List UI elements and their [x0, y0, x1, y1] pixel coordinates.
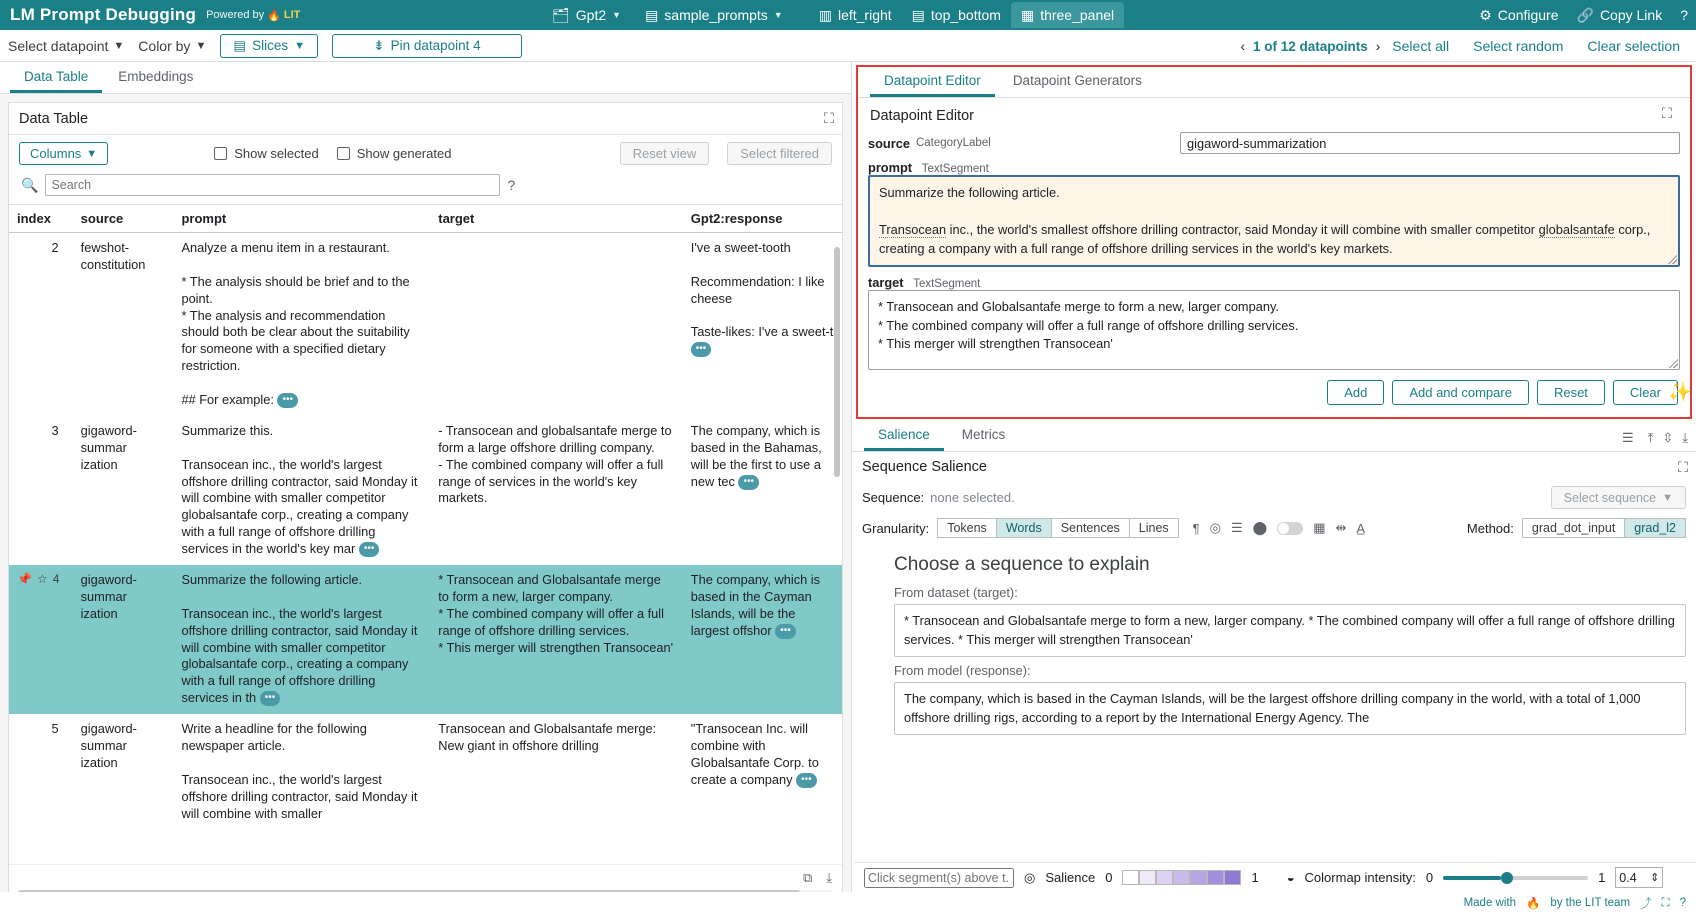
- align-icon[interactable]: ⇹: [1335, 520, 1347, 536]
- segment-hint-input[interactable]: [864, 868, 1014, 888]
- table-vertical-scrollbar[interactable]: [834, 247, 840, 477]
- configure-button[interactable]: [1479, 7, 1558, 24]
- columns-button[interactable]: [19, 142, 108, 165]
- cell-target: * Transocean and Globalsantafe merge to form a new, larger company. * The combined company will offer a full range of offshore drilling services. * This merger will strengthen Transocean': [430, 565, 683, 714]
- field-target-label: target: [868, 275, 904, 291]
- expand-text-badge[interactable]: •••: [691, 342, 712, 357]
- data-table-title: Data Table: [19, 110, 89, 127]
- pilcrow-icon[interactable]: ¶: [1192, 520, 1200, 536]
- datapoint-editor-title-label: Datapoint Editor: [870, 108, 974, 124]
- powered-by: [206, 9, 300, 22]
- field-prompt-label: prompt: [868, 160, 913, 175]
- columns-label: Columns: [30, 146, 82, 161]
- toolbar-right: [1241, 30, 1692, 62]
- configure-label: Configure: [1497, 7, 1559, 23]
- layout-tab-three-panel-label: three_panel: [1040, 7, 1115, 23]
- chevron-down-icon: ▼: [1662, 491, 1673, 504]
- cell-source: gigaword- summar ization: [73, 565, 174, 714]
- select-sequence-label: Select sequence: [1563, 490, 1657, 505]
- slices-label: Slices: [252, 38, 289, 53]
- data-table-module: [8, 102, 843, 906]
- stepper-arrows-icon[interactable]: ⇕: [1650, 872, 1660, 884]
- datapoint-editor-title: [868, 104, 1680, 132]
- gear-icon: ⚙: [1479, 6, 1492, 23]
- help-icon[interactable]: ?: [1679, 897, 1686, 909]
- expand-text-badge[interactable]: •••: [260, 691, 281, 706]
- layout-tab-left-right[interactable]: [809, 2, 902, 28]
- salience-tabs: [852, 421, 1696, 452]
- method-label: Method:: [1466, 520, 1514, 536]
- powered-by-label: Powered by: [206, 9, 265, 21]
- from-dataset-value[interactable]: * Transocean and Globalsantafe merge to form a new, larger company. * The combined company will offer a full range of offshore drilling services. * This merger will strengthen Transocean': [894, 604, 1686, 657]
- chevron-down-icon: ▼: [113, 39, 125, 52]
- salience-tab-tools: [1622, 430, 1688, 446]
- target-icon[interactable]: ◎: [1209, 520, 1221, 536]
- fullscreen-icon[interactable]: ⛶: [1661, 896, 1670, 909]
- swatch-4: [1190, 870, 1207, 885]
- select-datapoint-dropdown[interactable]: [8, 38, 124, 54]
- flame-icon: 🔥: [1526, 898, 1541, 910]
- search-icon: 🔍: [21, 176, 39, 193]
- cell-index: 5: [51, 721, 59, 737]
- link-icon: 🔗: [1576, 6, 1594, 23]
- checkbox-icon: [337, 147, 350, 160]
- cell-target: - Transocean and globalsantafe merge to form a large offshore drilling company. - The combined company will offer a full range of services in the world's key markets.: [438, 422, 672, 506]
- table-row[interactable]: [9, 233, 842, 416]
- clear-selection-button[interactable]: Clear selection: [1587, 38, 1680, 54]
- cell-prompt: Summarize the following article. Transocean inc., the world's largest offshore drilling contractor, said Monday it will combine with smaller competitor globalsantafe corp., creating a company with a full range of offshore drilling services in th •••: [173, 565, 430, 714]
- cell-target: Transocean and Globalsantafe merge: New giant in offshore drilling: [438, 721, 657, 754]
- colormap-icon: ◒: [1286, 870, 1295, 885]
- add-button[interactable]: Add: [1327, 380, 1384, 405]
- target-textarea[interactable]: * Transocean and Globalsantafe merge to form a new, larger company. * The combined company will offer a full range of offshore drilling services. * This merger will strengthen Transocean': [868, 290, 1680, 370]
- granularity-words[interactable]: Words: [997, 518, 1052, 538]
- dataset-selector-label: sample_prompts: [664, 7, 768, 23]
- colormap-max: 1: [1598, 870, 1606, 885]
- chevron-down-icon: ▼: [195, 39, 207, 52]
- data-table-controls: [9, 135, 842, 172]
- cell-source: gigaword- summar ization: [80, 721, 137, 770]
- sparkle-icon[interactable]: ✨: [1668, 382, 1692, 403]
- top-bar-center: [540, 0, 1124, 30]
- field-target: [868, 275, 1680, 370]
- swatch-2: [1156, 870, 1173, 885]
- toggle-switch[interactable]: [1277, 522, 1303, 535]
- granularity-sentences[interactable]: Sentences: [1052, 518, 1130, 538]
- colormap-label: Colormap intensity:: [1304, 870, 1416, 885]
- expand-text-badge[interactable]: •••: [359, 542, 380, 557]
- select-filtered-button[interactable]: Select filtered: [727, 142, 832, 165]
- chevron-down-icon: ▼: [86, 147, 98, 160]
- prompt-textarea[interactable]: Summarize the following article. Transocean inc., the world's smallest offshore drilling contractor, said Monday it will combine with smaller competitor globalsantafe corp., creating a company with a full range of offshore drilling services in the world's key markets.: [868, 175, 1680, 267]
- model-selector[interactable]: [540, 0, 633, 30]
- expand-icon[interactable]: ⛶: [823, 111, 834, 127]
- prev-datapoint-button[interactable]: ‹: [1240, 38, 1246, 54]
- cell-target: [430, 233, 683, 416]
- expand-text-badge[interactable]: •••: [775, 624, 796, 639]
- field-target-type: TextSegment: [913, 278, 981, 291]
- from-model-value[interactable]: The company, which is based in the Cayman Islands, will be the largest offshore drilling company in the world, with a total of 1,000 offshore drilling rigs, according to a report by the International Energy Agency. The: [894, 682, 1686, 735]
- swatch-6: [1224, 870, 1241, 885]
- layout-tab-three-panel[interactable]: [1011, 2, 1124, 28]
- lit-label: LIT: [283, 9, 301, 21]
- source-input[interactable]: [1180, 132, 1680, 154]
- method-group: [1467, 518, 1686, 538]
- datapoint-tabs: [858, 67, 1690, 98]
- expand-down-icon[interactable]: ⤓: [1682, 430, 1688, 446]
- swatch-3: [1173, 870, 1190, 885]
- explain-title: Choose a sequence to explain: [894, 554, 1150, 576]
- cell-source: gigaword- summar ization: [80, 422, 137, 472]
- split-icon[interactable]: ⇳: [1662, 430, 1674, 446]
- select-random-button[interactable]: Select random: [1473, 38, 1564, 54]
- column-header-prompt[interactable]: prompt: [173, 205, 430, 233]
- salience-min: 0: [1105, 870, 1113, 885]
- help-icon[interactable]: ?: [507, 177, 516, 193]
- data-table-search-row: [9, 172, 842, 204]
- datapoint-editor-highlight: [856, 65, 1692, 419]
- tab-embeddings[interactable]: Embeddings: [118, 69, 194, 84]
- sequence-salience-header: [852, 452, 1696, 482]
- table-header-row: [9, 205, 842, 233]
- chevron-down-icon: ▼: [294, 39, 305, 52]
- copy-link-label: Copy Link: [1599, 7, 1663, 23]
- resize-handle-icon[interactable]: [1669, 359, 1678, 368]
- pin-icon: ⇟: [373, 37, 385, 53]
- layout-top-bottom-icon: ▤: [911, 6, 925, 23]
- show-generated-label: Show generated: [356, 146, 452, 161]
- layout-three-panel-icon: ▦: [1020, 6, 1035, 23]
- layout-tab-top-bottom[interactable]: [902, 2, 1011, 28]
- swatch-5: [1207, 870, 1224, 885]
- model-selector-label: Gpt2: [575, 7, 607, 23]
- cell-index: 2: [51, 240, 59, 255]
- cell-index: 3: [51, 422, 59, 438]
- sequence-salience-title: Sequence Salience: [862, 459, 987, 476]
- data-table-header: [9, 103, 842, 135]
- colormap-min: 0: [1425, 870, 1434, 885]
- colormap-value-stepper[interactable]: [1615, 867, 1663, 888]
- field-source-label: source: [868, 135, 910, 151]
- expand-text-badge[interactable]: •••: [277, 393, 298, 408]
- select-datapoint-label: Select datapoint: [8, 37, 109, 54]
- column-header-index[interactable]: index: [9, 205, 73, 233]
- data-table: [9, 205, 842, 830]
- column-header-target[interactable]: target: [430, 205, 683, 233]
- model-icon: 🗂: [552, 6, 570, 23]
- dataset-selector[interactable]: [633, 0, 795, 30]
- salience-colorbar: [1122, 870, 1241, 885]
- layout-tabs: [809, 0, 1124, 30]
- sequence-value: none selected.: [930, 490, 1015, 506]
- granularity-options: [937, 518, 1178, 538]
- from-dataset-label: From dataset (target):: [894, 585, 1018, 601]
- expand-icon[interactable]: ⛶: [1677, 460, 1688, 477]
- explain-area: [852, 544, 1696, 735]
- salience-bottom-bar: [854, 862, 1696, 892]
- made-with-label: Made with: [1463, 897, 1516, 909]
- tab-metrics[interactable]: Metrics: [961, 427, 1006, 443]
- granularity-lines[interactable]: Lines: [1130, 518, 1179, 538]
- datapoint-editor-body: [858, 98, 1690, 417]
- show-generated-checkbox[interactable]: [337, 146, 452, 161]
- sequence-label: Sequence:: [862, 490, 925, 506]
- table-row[interactable]: [9, 714, 842, 829]
- show-selected-checkbox[interactable]: [214, 146, 319, 161]
- by-team-label: by the LIT team: [1550, 897, 1631, 909]
- swatch-0: [1122, 870, 1139, 885]
- index-value: 4: [52, 572, 60, 587]
- method-grad-dot-input[interactable]: grad_dot_input: [1522, 518, 1625, 538]
- data-table-scroll-region[interactable]: [9, 204, 842, 864]
- table-row[interactable]: [9, 565, 842, 714]
- field-prompt-type: TextSegment: [921, 163, 989, 175]
- next-datapoint-button[interactable]: ›: [1375, 38, 1381, 54]
- cell-index: [9, 565, 73, 714]
- help-icon[interactable]: ?: [1680, 7, 1688, 23]
- expand-text-badge[interactable]: •••: [796, 773, 817, 788]
- datapoint-count: 1 of 12 datapoints: [1253, 38, 1368, 54]
- slider-fill: [1443, 876, 1501, 880]
- text-style-icon[interactable]: A̲: [1356, 520, 1366, 536]
- granularity-row: [852, 515, 1696, 544]
- column-header-source[interactable]: source: [73, 205, 174, 233]
- sequence-row: [852, 482, 1696, 515]
- grid-icon[interactable]: ▦: [1313, 520, 1326, 536]
- data-table-footer: [9, 864, 842, 890]
- tab-datapoint-generators[interactable]: Datapoint Generators: [1012, 73, 1142, 88]
- expand-icon[interactable]: ⛶: [1661, 106, 1672, 122]
- colormap-value: 0.4: [1619, 870, 1637, 885]
- field-target-header: [868, 275, 1680, 290]
- column-header-response[interactable]: Gpt2:response: [683, 205, 842, 233]
- layout-tab-left-right-label: left_right: [837, 7, 892, 23]
- slices-icon: ▤: [233, 37, 247, 53]
- cell-prompt: Write a headline for the following newspaper article. Transocean inc., the world's largest offshore drilling contractor, said Monday it will combine with smaller: [181, 721, 418, 821]
- field-source: [868, 132, 1680, 154]
- salience-target-icon: ◎: [1024, 869, 1036, 885]
- tab-salience[interactable]: Salience: [864, 421, 944, 451]
- datapoint-editor-buttons: [868, 370, 1680, 409]
- toolbar: [0, 30, 1696, 62]
- table-row[interactable]: [9, 416, 842, 565]
- swatch-1: [1139, 870, 1156, 885]
- layout-tab-top-bottom-label: top_bottom: [930, 7, 1001, 23]
- chevron-down-icon: ▼: [773, 10, 783, 20]
- color-by-dropdown[interactable]: [138, 38, 206, 54]
- expand-text-badge[interactable]: •••: [738, 475, 759, 490]
- lines-density-icon[interactable]: ☰: [1231, 520, 1243, 536]
- field-source-type: CategoryLabel: [915, 137, 991, 149]
- row-pin-controls[interactable]: [17, 572, 59, 588]
- flame-icon: 🔥: [267, 9, 281, 22]
- contrast-icon[interactable]: ⬤: [1252, 520, 1268, 536]
- download-icon[interactable]: ⤓: [826, 869, 832, 885]
- layout-left-right-icon: ▥: [818, 6, 832, 23]
- page-footer: [0, 892, 1696, 914]
- pin-datapoint-label: Pin datapoint 4: [390, 38, 481, 53]
- granularity-tokens[interactable]: Tokens: [937, 518, 997, 538]
- colormap-slider[interactable]: [1443, 876, 1588, 880]
- share-icon[interactable]: ⤴: [1640, 898, 1652, 910]
- tab-datapoint-editor[interactable]: Datapoint Editor: [870, 67, 995, 97]
- cell-prompt: Summarize this. Transocean inc., the world's largest offshore drilling contractor, said Monday it will combine with smaller competitor globalsantafe corp., creating a company with a full range of offshore drilling services in the world's key mar •••: [181, 422, 418, 557]
- checkbox-icon: [214, 147, 227, 160]
- select-all-button[interactable]: Select all: [1392, 38, 1450, 54]
- panel-size-icons: [1648, 430, 1688, 446]
- left-pane: [0, 62, 852, 914]
- granularity-label: Granularity:: [862, 520, 930, 536]
- pin-icon[interactable]: 📌: [17, 572, 32, 587]
- cell-response: The company, which is based in the Bahamas, will be the first to use a new tec •••: [690, 422, 822, 489]
- cell-response: The company, which is based in the Cayman Islands, will be the largest offshor •••: [683, 565, 842, 714]
- slider-knob[interactable]: [1501, 872, 1513, 884]
- star-icon[interactable]: ☆: [36, 572, 48, 587]
- from-model-label: From model (response):: [894, 663, 1031, 679]
- cell-response: I've a sweet-tooth Recommendation: I like cheese Taste-likes: I've a sweet-t •••: [683, 233, 842, 416]
- left-panel-tabs: [0, 62, 851, 94]
- reset-button[interactable]: Reset: [1537, 380, 1605, 405]
- select-sequence-button[interactable]: [1551, 486, 1686, 509]
- cell-response: "Transocean Inc. will combine with Globalsantafe Corp. to create a company •••: [690, 721, 819, 787]
- top-bar: [0, 0, 1696, 30]
- method-options: [1522, 518, 1686, 538]
- app-title: LM Prompt Debugging: [10, 5, 197, 24]
- search-input[interactable]: [45, 174, 500, 196]
- field-prompt-header: [868, 160, 1680, 175]
- tab-data-table[interactable]: Data Table: [10, 63, 102, 93]
- copy-link-button[interactable]: [1577, 7, 1663, 24]
- slices-button[interactable]: [220, 34, 318, 58]
- resize-handle-icon[interactable]: [1668, 255, 1677, 264]
- add-and-compare-button[interactable]: Add and compare: [1392, 380, 1529, 405]
- pin-datapoint-button[interactable]: [332, 34, 522, 58]
- expand-up-icon[interactable]: ⤒: [1647, 430, 1654, 446]
- granularity-extra-icons: [1193, 520, 1365, 536]
- main-content: [0, 62, 1696, 914]
- cell-prompt: Analyze a menu item in a restaurant. * The analysis should be brief and to the point. * The analysis and recommendation should both be clear about the suitability for someone with a specified dietary restriction. ## For example: •••: [181, 240, 410, 408]
- right-pane: [852, 62, 1696, 914]
- color-by-label: Color by: [138, 37, 191, 54]
- salience-max: 1: [1251, 870, 1259, 885]
- minimize-icon[interactable]: ☰: [1621, 430, 1634, 446]
- dataset-icon: ▤: [645, 6, 659, 23]
- show-selected-label: Show selected: [234, 146, 319, 161]
- cell-source: fewshot- constitution: [80, 240, 146, 272]
- chevron-down-icon: ▼: [612, 10, 622, 20]
- copy-icon[interactable]: ⧉: [802, 869, 813, 885]
- method-grad-l2[interactable]: grad_l2: [1625, 518, 1686, 538]
- reset-view-button[interactable]: Reset view: [620, 142, 710, 165]
- top-bar-right: [1479, 0, 1688, 30]
- clear-button[interactable]: Clear: [1613, 380, 1678, 405]
- salience-legend-label: Salience: [1045, 870, 1096, 885]
- field-prompt: [868, 160, 1680, 267]
